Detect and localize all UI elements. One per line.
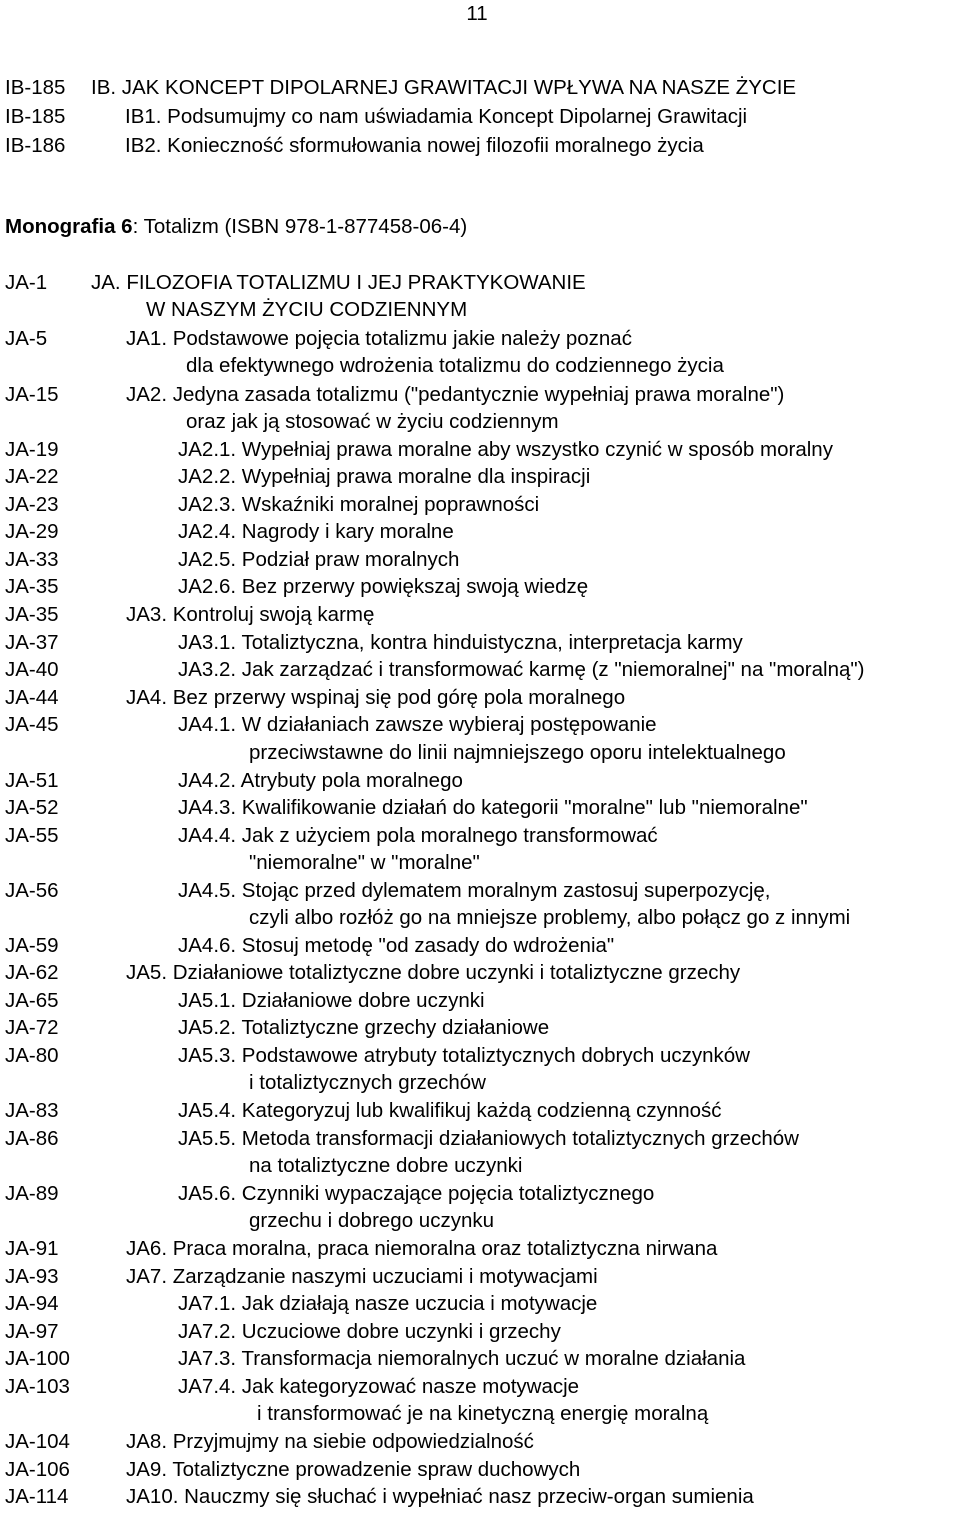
toc-code: JA-104 xyxy=(5,1430,70,1453)
toc-title: JA2.5. Podział praw moralnych xyxy=(178,548,460,571)
toc-title: JA5.2. Totaliztyczne grzechy działaniowe xyxy=(178,1016,550,1039)
toc-code: JA-72 xyxy=(5,1016,59,1039)
toc-code: JA-106 xyxy=(5,1458,70,1481)
toc-title: JA7.3. Transformacja niemoralnych uczuć w moralne działania xyxy=(178,1347,746,1370)
toc-code: JA-15 xyxy=(5,383,59,406)
toc-title: JA2. Jedyna zasada totalizmu ("pedantycznie wypełniaj prawa moralne") xyxy=(126,383,785,406)
toc-code: JA-100 xyxy=(5,1347,70,1370)
toc-title: JA7.4. Jak kategoryzować nasze motywacje xyxy=(178,1375,580,1398)
monograph-heading xyxy=(5,213,467,240)
toc-code: JA-103 xyxy=(5,1375,70,1398)
toc-title: JA5.1. Działaniowe dobre uczynki xyxy=(178,989,485,1012)
ib-title: IB. JAK KONCEPT DIPOLARNEJ GRAWITACJI WPŁYWA NA NASZE ŻYCIE xyxy=(91,76,797,99)
toc-code: JA-35 xyxy=(5,603,59,626)
toc-title: JA2.2. Wypełniaj prawa moralne dla inspiracji xyxy=(178,465,591,488)
toc-code: JA-19 xyxy=(5,438,59,461)
toc-title: JA6. Praca moralna, praca niemoralna oraz totaliztyczna nirwana xyxy=(126,1237,718,1260)
toc-title-continuation: dla efektywnego wdrożenia totalizmu do codziennego życia xyxy=(186,354,724,377)
toc-title: JA4.2. Atrybuty pola moralnego xyxy=(178,769,463,792)
toc-title-continuation: i totaliztycznych grzechów xyxy=(249,1071,486,1094)
toc-title-continuation: W NASZYM ŻYCIU CODZIENNYM xyxy=(146,298,468,321)
toc-code: JA-93 xyxy=(5,1265,59,1288)
toc-title: JA2.4. Nagrody i kary moralne xyxy=(178,520,454,543)
toc-title: JA9. Totaliztyczne prowadzenie spraw duchowych xyxy=(126,1458,581,1481)
toc-title: JA8. Przyjmujmy na siebie odpowiedzialność xyxy=(126,1430,534,1453)
toc-title-continuation: na totaliztyczne dobre uczynki xyxy=(249,1154,523,1177)
toc-title: JA4.4. Jak z użyciem pola moralnego transformować xyxy=(178,824,658,847)
toc-title-continuation: "niemoralne" w "moralne" xyxy=(249,851,480,874)
toc-title: JA5.5. Metoda transformacji działaniowych totaliztycznych grzechów xyxy=(178,1127,799,1150)
toc-title: JA2.3. Wskaźniki moralnej poprawności xyxy=(178,493,540,516)
toc-title-continuation: czyli albo rozłóż go na mniejsze problemy, albo połącz go z innymi xyxy=(249,906,851,929)
toc-title: JA5.6. Czynniki wypaczające pojęcia totaliztycznego xyxy=(178,1182,655,1205)
toc-code: JA-55 xyxy=(5,824,59,847)
toc-title: JA3.1. Totaliztyczna, kontra hinduistyczna, interpretacja karmy xyxy=(178,631,743,654)
monograph-label: Monografia 6 xyxy=(5,215,133,238)
toc-code: JA-33 xyxy=(5,548,59,571)
toc-code: JA-94 xyxy=(5,1292,59,1315)
toc-title-continuation: grzechu i dobrego uczynku xyxy=(249,1209,495,1232)
toc-code: JA-51 xyxy=(5,769,59,792)
toc-title: JA4.6. Stosuj metodę "od zasady do wdrożenia" xyxy=(178,934,615,957)
toc-code: JA-45 xyxy=(5,713,59,736)
toc-title: JA7.2. Uczuciowe dobre uczynki i grzechy xyxy=(178,1320,561,1343)
toc-title: JA3.2. Jak zarządzać i transformować karmę (z "niemoralnej" na "moralną") xyxy=(178,658,865,681)
toc-code: JA-83 xyxy=(5,1099,59,1122)
toc-code: JA-22 xyxy=(5,465,59,488)
ib-code: IB-185 xyxy=(5,76,66,99)
toc-code: JA-23 xyxy=(5,493,59,516)
toc-code: JA-65 xyxy=(5,989,59,1012)
toc-title: JA3. Kontroluj swoją karmę xyxy=(126,603,375,626)
toc-code: JA-44 xyxy=(5,686,59,709)
toc-title: JA5. Działaniowe totaliztyczne dobre uczynki i totaliztyczne grzechy xyxy=(126,961,741,984)
toc-code: JA-62 xyxy=(5,961,59,984)
toc-title: JA7.1. Jak działają nasze uczucia i motywacje xyxy=(178,1292,598,1315)
toc-title: JA. FILOZOFIA TOTALIZMU I JEJ PRAKTYKOWANIE xyxy=(91,271,586,294)
toc-code: JA-37 xyxy=(5,631,59,654)
ib-code: IB-186 xyxy=(5,134,66,157)
toc-title-continuation: przeciwstawne do linii najmniejszego oporu intelektualnego xyxy=(249,741,786,764)
toc-code: JA-114 xyxy=(5,1485,69,1508)
ib-code: IB-185 xyxy=(5,105,66,128)
toc-title-continuation: oraz jak ją stosować w życiu codziennym xyxy=(186,410,559,433)
toc-title: JA2.6. Bez przerwy powiększaj swoją wiedzę xyxy=(178,575,589,598)
toc-code: JA-40 xyxy=(5,658,59,681)
toc-code: JA-56 xyxy=(5,879,59,902)
toc-title: JA5.4. Kategoryzuj lub kwalifikuj każdą codzienną czynność xyxy=(178,1099,722,1122)
toc-code: JA-59 xyxy=(5,934,59,957)
toc-title: JA1. Podstawowe pojęcia totalizmu jakie należy poznać xyxy=(126,327,632,350)
toc-title: JA5.3. Podstawowe atrybuty totaliztycznych dobrych uczynków xyxy=(178,1044,750,1067)
toc-title: JA4. Bez przerwy wspinaj się pod górę pola moralnego xyxy=(126,686,626,709)
toc-code: JA-91 xyxy=(5,1237,59,1260)
toc-code: JA-5 xyxy=(5,327,48,350)
ib-title: IB2. Konieczność sformułowania nowej filozofii moralnego życia xyxy=(125,134,704,157)
toc-title: JA4.3. Kwalifikowanie działań do kategorii "moralne" lub "niemoralne" xyxy=(178,796,808,819)
toc-code: JA-1 xyxy=(5,271,48,294)
toc-title: JA2.1. Wypełniaj prawa moralne aby wszystko czynić w sposób moralny xyxy=(178,438,833,461)
toc-code: JA-89 xyxy=(5,1182,59,1205)
ib-title: IB1. Podsumujmy co nam uświadamia Koncept Dipolarnej Grawitacji xyxy=(125,105,748,128)
toc-title: JA10. Nauczmy się słuchać i wypełniać nasz przeciw-organ sumienia xyxy=(126,1485,754,1508)
toc-title: JA4.1. W działaniach zawsze wybieraj postępowanie xyxy=(178,713,657,736)
toc-code: JA-35 xyxy=(5,575,59,598)
toc-code: JA-52 xyxy=(5,796,59,819)
monograph-isbn: : Totalizm (ISBN 978-1-877458-06-4) xyxy=(132,215,468,238)
toc-code: JA-86 xyxy=(5,1127,59,1150)
page-number: 11 xyxy=(466,2,488,25)
toc-code: JA-80 xyxy=(5,1044,59,1067)
toc-code: JA-29 xyxy=(5,520,59,543)
toc-title: JA4.5. Stojąc przed dylematem moralnym zastosuj superpozycję, xyxy=(178,879,771,902)
toc-title: JA7. Zarządzanie naszymi uczuciami i motywacjami xyxy=(126,1265,598,1288)
toc-code: JA-97 xyxy=(5,1320,59,1343)
toc-title-continuation: i transformować je na kinetyczną energię moralną xyxy=(257,1402,709,1425)
